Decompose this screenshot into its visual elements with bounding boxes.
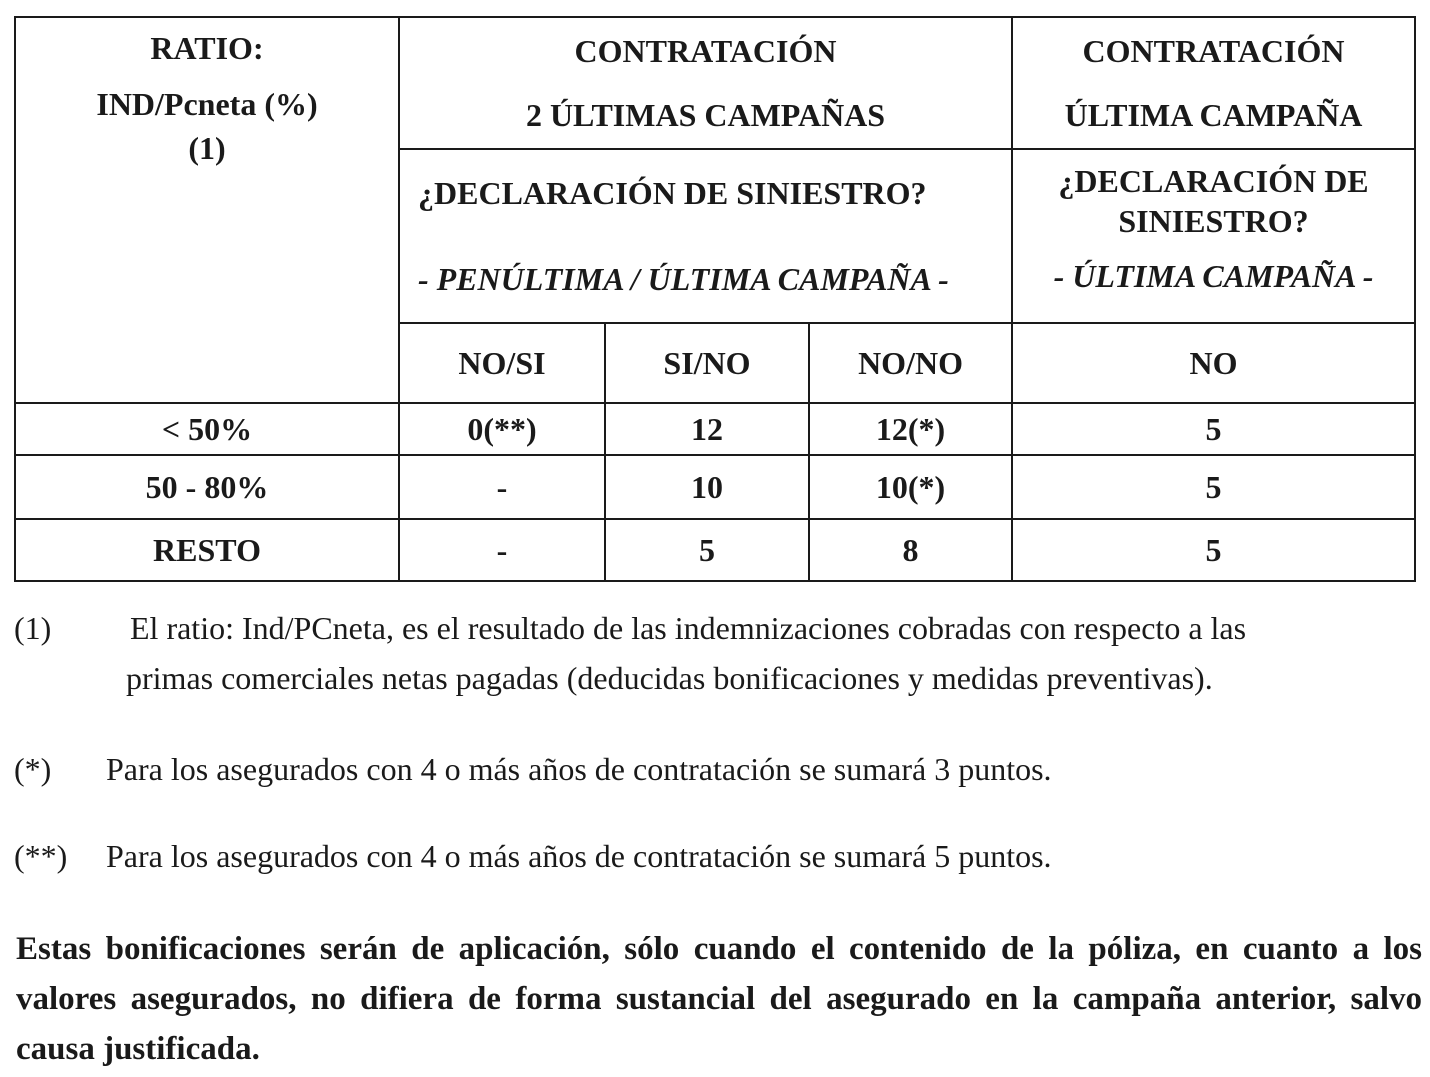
group2-line1: CONTRATACIÓN (1082, 33, 1345, 69)
ratio-header-line2: IND/Pcneta (%) (96, 86, 318, 122)
footnote-1 (14, 604, 1424, 704)
cell-no-si: 0(**) (399, 403, 605, 455)
conditions-paragraph: Estas bonificaciones serán de aplicación, sólo cuando el contenido de la póliza, en cuanto a los valores asegurados, no difiera de forma sustancial del asegurado en la campaña anterior, salvo causa justificada. (16, 931, 1422, 1067)
footnote-2-text: Para los asegurados con 4 o más años de contratación se sumará 3 puntos. (106, 751, 1052, 787)
footnote-1-mark: (1) (14, 610, 52, 646)
cell-si-no: 10 (605, 455, 809, 519)
subheader-no-no: NO/NO (809, 323, 1012, 403)
footnote-3-mark: (**) (14, 838, 68, 874)
group2-line2: ÚLTIMA CAMPAÑA (1064, 97, 1363, 133)
footnote-1-line1: El ratio: Ind/PCneta, es el resultado de las indemnizaciones cobradas con respecto a las (130, 610, 1247, 646)
claim-declaration-header-1 (399, 149, 1012, 323)
decl2-line3: - ÚLTIMA CAMPAÑA - (1053, 258, 1374, 294)
ratio-header-line3: (1) (188, 130, 226, 166)
row-ratio-label: RESTO (15, 519, 399, 581)
cell-si-no: 12 (605, 403, 809, 455)
footnote-2 (14, 745, 1424, 793)
subheader-no: NO (1012, 323, 1415, 403)
decl2-line2: SINIESTRO? (1118, 203, 1309, 239)
cell-no-no: 8 (809, 519, 1012, 581)
header-row-1 (15, 17, 1415, 149)
group-header-two-campaigns (399, 17, 1012, 149)
footnote-3-text: Para los asegurados con 4 o más años de contratación se sumará 5 puntos. (106, 838, 1052, 874)
subheader-si-no: SI/NO (605, 323, 809, 403)
cell-no-no: 10(*) (809, 455, 1012, 519)
footnote-3 (14, 832, 1424, 880)
group1-line2: 2 ÚLTIMAS CAMPAÑAS (525, 97, 886, 133)
cell-si-no: 5 (605, 519, 809, 581)
ratio-header-cell (15, 17, 399, 403)
group-header-last-campaign (1012, 17, 1415, 149)
bonus-table (14, 16, 1416, 582)
cell-no-si: - (399, 455, 605, 519)
row-ratio-label: 50 - 80% (15, 455, 399, 519)
decl2-line1: ¿DECLARACIÓN DE (1058, 163, 1369, 199)
table-row (15, 455, 1415, 519)
ratio-header-line1: RATIO: (150, 30, 264, 66)
table-row (15, 519, 1415, 581)
table-row (15, 403, 1415, 455)
claim-declaration-header-2 (1012, 149, 1415, 323)
footnote-1-line2: primas comerciales netas pagadas (deducidas bonificaciones y medidas preventivas). (126, 660, 1213, 696)
cell-no-no: 12(*) (809, 403, 1012, 455)
subheader-no-si: NO/SI (399, 323, 605, 403)
cell-no: 5 (1012, 519, 1415, 581)
footnote-2-mark: (*) (14, 751, 52, 787)
cell-no: 5 (1012, 455, 1415, 519)
decl1-line1: ¿DECLARACIÓN DE SINIESTRO? (418, 175, 927, 211)
cell-no: 5 (1012, 403, 1415, 455)
row-ratio-label: < 50% (15, 403, 399, 455)
cell-no-si: - (399, 519, 605, 581)
group1-line1: CONTRATACIÓN (574, 33, 837, 69)
decl1-line2: - PENÚLTIMA / ÚLTIMA CAMPAÑA - (418, 261, 949, 297)
